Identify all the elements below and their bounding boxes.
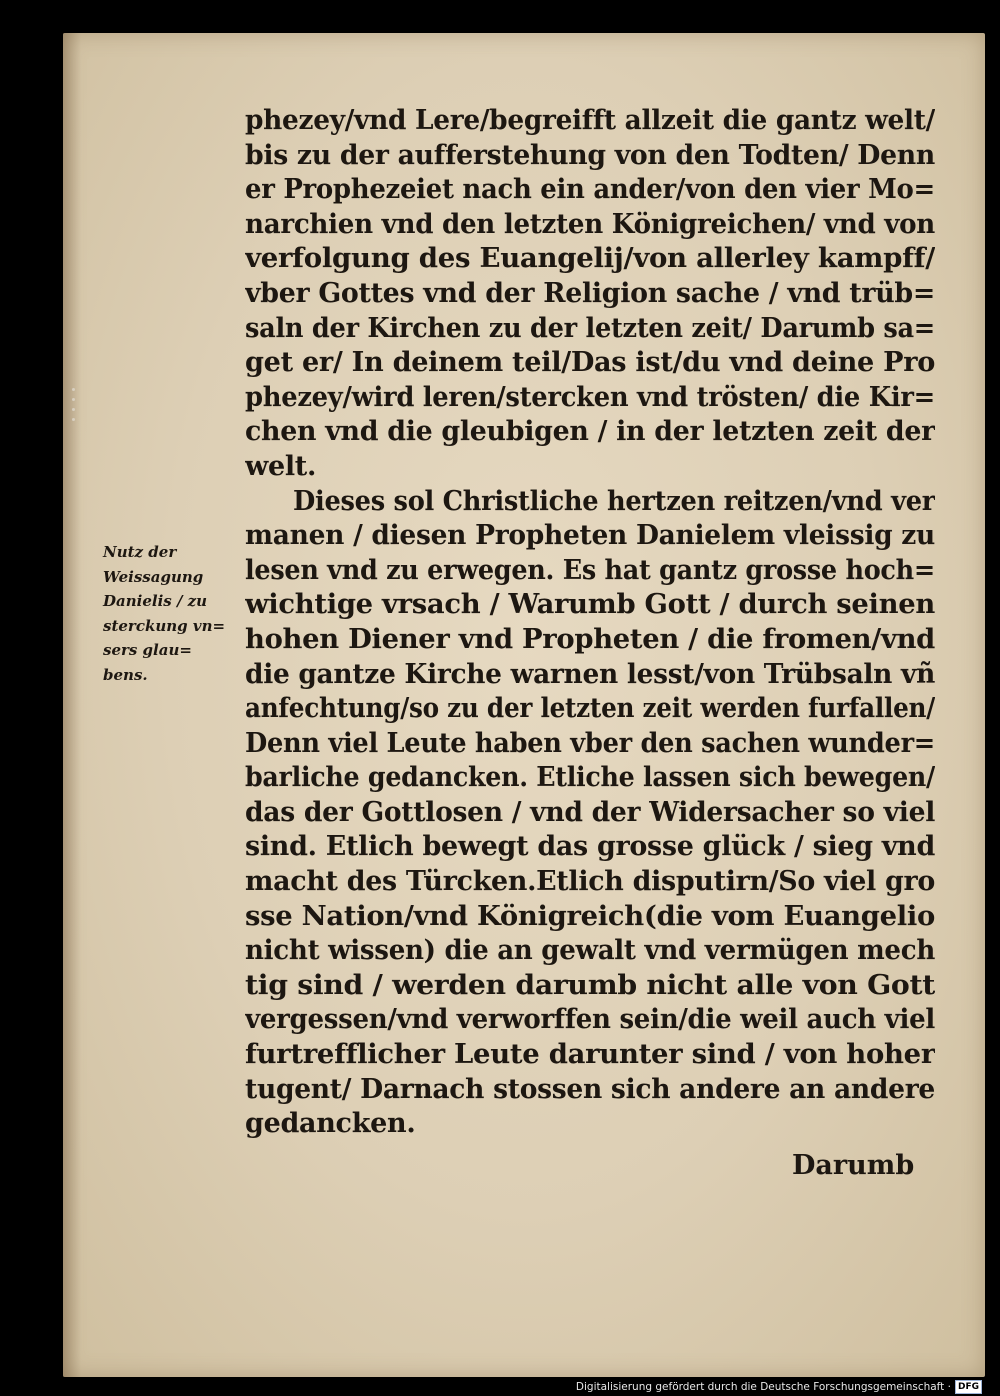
text-line: sind. Etlich bewegt das grosse glück / sieg vnd (245, 831, 935, 863)
text-line: lesen vnd zu erwegen. Es hat gantz grosse hoch= (245, 554, 935, 586)
text-line: bis zu der aufferstehung von den Todten/ Denn (245, 139, 935, 171)
text-line: wichtige vrsach / Warumb Gott / durch seinen (245, 589, 935, 621)
text-line: gedancken. (245, 1108, 416, 1140)
text-line: chen vnd die gleubigen / in der letzten zeit der (245, 416, 935, 448)
text-line: Denn viel Leute haben vber den sachen wunder= (245, 727, 935, 759)
text-line: manen / diesen Propheten Danielem vleissig zu (245, 520, 935, 552)
text-line: sse Nation/vnd Königreich(die vom Euangelio (245, 900, 935, 932)
text-line: Dieses sol Christliche hertzen reitzen/vnd ver (293, 485, 935, 517)
margin-note-line: Weissagung (103, 567, 204, 586)
margin-note (103, 540, 238, 687)
text-line: anfechtung/so zu der letzten zeit werden furfallen/ (245, 693, 935, 725)
text-line: barliche gedancken. Etliche lassen sich bewegen/ (245, 762, 935, 794)
margin-note-line: bens. (103, 665, 148, 684)
body-text (245, 104, 935, 1142)
margin-note-line: sers glau= (103, 641, 192, 659)
text-line: verfolgung des Euangelij/von allerley kampff/ (245, 243, 935, 275)
text-line: phezey/vnd Lere/begreifft allzeit die gantz welt/ (245, 105, 935, 136)
text-line: welt. (245, 450, 317, 482)
footer (576, 1378, 982, 1396)
text-line: get er/ In deinem teil/Das ist/du vnd deine Pro (245, 347, 935, 379)
catchword: Darumb (792, 1150, 915, 1181)
margin-note-line: Danielis / zu (103, 592, 208, 610)
text-line: er Prophezeiet nach ein ander/von den vier Mo= (245, 174, 935, 206)
text-line: tugent/ Darnach stossen sich andere an andere (245, 1073, 935, 1105)
margin-note-line: sterckung vn= (103, 616, 226, 635)
text-line: furtrefflicher Leute darunter sind / von hoher (245, 1039, 935, 1071)
text-line: das der Gottlosen / vnd der Widersacher so viel (245, 796, 935, 828)
text-line: hohen Diener vnd Propheten / die fromen/vnd (245, 623, 935, 655)
text-line: narchien vnd den letzten Königreichen/ vnd von (245, 208, 935, 240)
text-line: vergessen/vnd verworffen sein/die weil auch viel (245, 1004, 935, 1036)
gutter-marks (71, 388, 77, 428)
text-line: phezey/wird leren/stercken vnd trösten/ die Kir= (245, 381, 935, 413)
text-line: macht des Türcken.Etlich disputirn/So viel gro (245, 866, 935, 898)
text-line: nicht wissen) die an gewalt vnd vermügen mech (245, 935, 935, 967)
text-line: tig sind / werden darumb nicht alle von Gott (245, 969, 935, 1001)
footer-credit: Digitalisierung gefördert durch die Deutsche Forschungsgemeinschaft · (575, 1381, 951, 1393)
text-line: vber Gottes vnd der Religion sache / vnd trüb= (245, 277, 935, 309)
text-line: die gantze Kirche warnen lesst/von Trübsaln vñ (245, 658, 935, 690)
text-line: saln der Kirchen zu der letzten zeit/ Darumb sa= (245, 312, 935, 344)
dfg-logo: DFG (955, 1380, 982, 1394)
margin-note-line: Nutz der (103, 543, 177, 561)
